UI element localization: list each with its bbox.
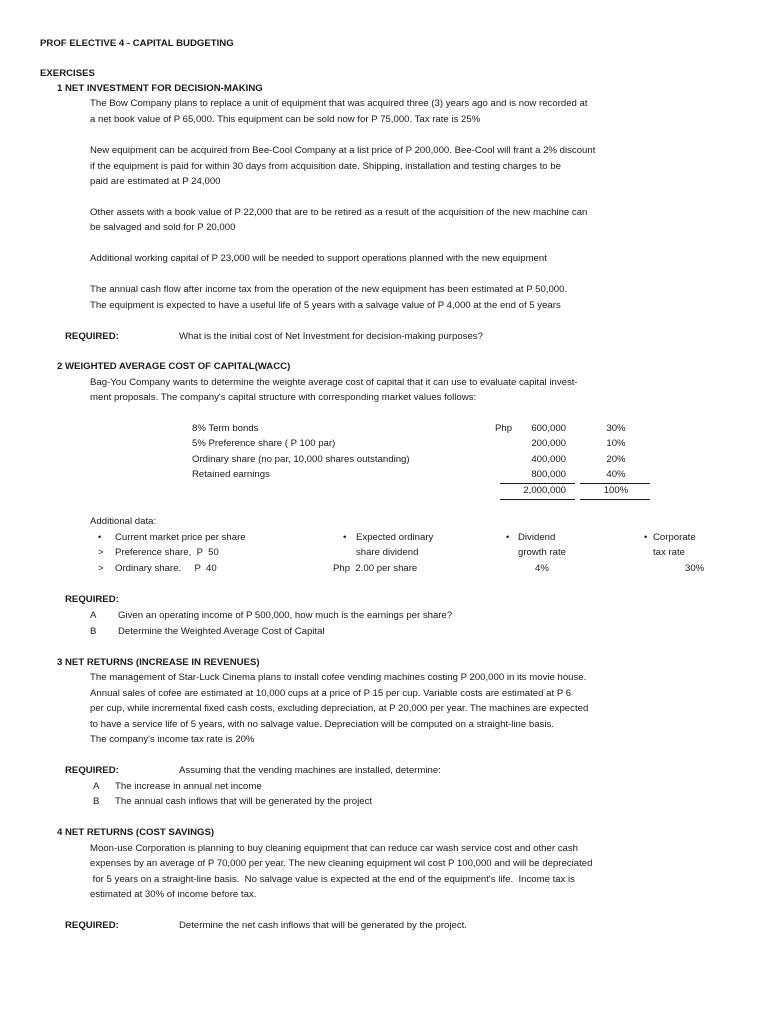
- total-rule: [500, 483, 575, 484]
- capital-row-value: 800,000: [531, 469, 566, 480]
- ordinary-share-price: Ordinary share. P 40: [115, 563, 217, 574]
- required-item-key: B: [93, 796, 100, 807]
- capital-row-percent: 30%: [606, 423, 626, 434]
- ex1-paragraph-line: The equipment is expected to have a useful life of 5 years with a salvage value of P 4,000 at the end of 5 years: [90, 300, 561, 311]
- ex3-paragraph-line: to have a service life of 5 years, with no salvage value. Depreciation will be computed on a straight-line basis.: [90, 719, 554, 730]
- ex2-intro-line: Bag-You Company wants to determine the weighte average cost of capital that it can use to evaluate capital invest-: [90, 377, 578, 388]
- ex1-paragraph-line: Additional working capital of P 23,000 will be needed to support operations planned with the new equipment: [90, 253, 547, 264]
- ex1-paragraph-line: paid are estimated at P 24,000: [90, 176, 221, 187]
- growth-rate-value: 4%: [535, 563, 549, 574]
- sub-mark: >: [98, 547, 104, 558]
- ex1-required-text: What is the initial cost of Net Investment for decision-making purposes?: [179, 331, 483, 342]
- capital-row-percent: 20%: [606, 454, 626, 465]
- required-item-key: A: [93, 781, 100, 792]
- capital-row-value: 200,000: [531, 438, 566, 449]
- exercise-1-heading: NET INVESTMENT FOR DECISION-MAKING: [65, 83, 263, 94]
- tax-rate-value: 30%: [685, 563, 705, 574]
- capital-total-value: 2,000,000: [523, 485, 566, 496]
- ex1-paragraph-line: The annual cash flow after income tax from the operation of the new equipment has been estimated at P 50,000.: [90, 284, 568, 295]
- ex1-paragraph-line: Other assets with a book value of P 22,000 that are to be retired as a result of the acquisition of the new machine can: [90, 207, 588, 218]
- ex4-required-label: REQUIRED:: [65, 920, 119, 931]
- required-item-key: A: [90, 610, 97, 621]
- ex1-paragraph-line: The Bow Company plans to replace a unit of equipment that was acquired three (3) years ago and is now recorded at: [90, 98, 588, 109]
- growth-rate-heading-2: growth rate: [518, 547, 566, 558]
- total-rule: [500, 499, 575, 500]
- capital-row-percent: 40%: [606, 469, 626, 480]
- exercise-2-heading: WEIGHTED AVERAGE COST OF CAPITAL(WACC): [65, 361, 291, 372]
- ex3-paragraph-line: Annual sales of cofee are estimated at 10,000 cups at a price of P 15 per cup. Variable costs are estimated at P 6: [90, 688, 572, 699]
- required-item-text: The increase in annual net income: [115, 781, 262, 792]
- capital-row-value: 400,000: [531, 454, 566, 465]
- capital-row-label: 5% Preference share ( P 100 par): [192, 438, 336, 449]
- currency-label: Php: [495, 423, 513, 434]
- capital-row-value: 600,000: [531, 423, 566, 434]
- ex4-required-text: Determine the net cash inflows that will be generated by the project.: [179, 920, 467, 931]
- capital-row-percent: 10%: [606, 438, 626, 449]
- ex2-intro-line: ment proposals. The company's capital structure with corresponding market values follows:: [90, 392, 477, 403]
- bullet: •: [506, 532, 510, 543]
- additional-data-label: Additional data:: [90, 516, 157, 527]
- total-rule: [580, 499, 650, 500]
- ex3-paragraph-line: The management of Star-Luck Cinema plans to install cofee vending machines costing P 200,000 in its movie house.: [90, 672, 587, 683]
- ex3-paragraph-line: The company's income tax rate is 20%: [90, 734, 255, 745]
- exercise-2-number: 2: [57, 361, 63, 372]
- exercise-1-number: 1: [57, 83, 63, 94]
- exercise-3-number: 3: [57, 657, 63, 668]
- required-item-key: B: [90, 626, 97, 637]
- growth-rate-heading: Dividend: [518, 532, 556, 543]
- exercise-3-heading: NET RETURNS (INCREASE IN REVENUES): [65, 657, 260, 668]
- required-item-text: Given an operating income of P 500,000, how much is the earnings per share?: [118, 610, 453, 621]
- required-item-text: Determine the Weighted Average Cost of Capital: [118, 626, 325, 637]
- exercise-4-heading: NET RETURNS (COST SAVINGS): [65, 827, 215, 838]
- expected-dividend-value: Php 2.00 per share: [333, 563, 418, 574]
- bullet: •: [98, 532, 102, 543]
- exercise-4-number: 4: [57, 827, 63, 838]
- section-heading: EXERCISES: [40, 68, 95, 79]
- capital-row-label: Ordinary share (no par, 10,000 shares outstanding): [192, 454, 410, 465]
- ex3-required-text: Assuming that the vending machines are installed, determine:: [179, 765, 441, 776]
- ex1-paragraph-line: a net book value of P 65,000. This equipment can be sold now for P 75,000. Tax rate is 25%: [90, 114, 481, 125]
- total-rule: [580, 483, 650, 484]
- ex4-paragraph-line: estimated at 30% of income before tax.: [90, 889, 257, 900]
- bullet: •: [343, 532, 347, 543]
- expected-dividend-heading: Expected ordinary: [356, 532, 434, 543]
- required-item-text: The annual cash inflows that will be generated by the project: [115, 796, 373, 807]
- ex1-required-label: REQUIRED:: [65, 331, 119, 342]
- ex4-paragraph-line: expenses by an average of P 70,000 per year. The new cleaning equipment wil cost P 100,000 and will be depreciated: [90, 858, 593, 869]
- expected-dividend-heading-2: share dividend: [356, 547, 419, 558]
- ex4-paragraph-line: for 5 years on a straight-line basis. No salvage value is expected at the end of the equipment's life. Income tax is: [90, 874, 575, 885]
- tax-rate-heading: Corporate: [653, 532, 696, 543]
- preference-share-price: Preference share, P 50: [115, 547, 219, 558]
- capital-row-label: 8% Term bonds: [192, 423, 259, 434]
- tax-rate-heading-2: tax rate: [653, 547, 685, 558]
- capital-row-label: Retained earnings: [192, 469, 270, 480]
- market-price-heading: Current market price per share: [115, 532, 246, 543]
- document-title: PROF ELECTIVE 4 - CAPITAL BUDGETING: [40, 38, 234, 49]
- ex1-paragraph-line: be salvaged and sold for P 20,000: [90, 222, 236, 233]
- capital-total-percent: 100%: [603, 485, 629, 496]
- ex3-required-label: REQUIRED:: [65, 765, 119, 776]
- bullet: •: [644, 532, 648, 543]
- ex1-paragraph-line: New equipment can be acquired from Bee-Cool Company at a list price of P 200,000. Bee-Cool will frant a 2% discount: [90, 145, 596, 156]
- ex3-paragraph-line: per cup, while incremental fixed cash costs, excluding depreciation, at P 20,000 per year. The machines are expected: [90, 703, 589, 714]
- ex2-required-label: REQUIRED:: [65, 594, 119, 605]
- ex1-paragraph-line: if the equipment is paid for within 30 days from acquisition date. Shipping, installation and testing charges to be: [90, 161, 561, 172]
- sub-mark: >: [98, 563, 104, 574]
- ex4-paragraph-line: Moon-use Corporation is planning to buy cleaning equipment that can reduce car wash service cost and other cash: [90, 843, 578, 854]
